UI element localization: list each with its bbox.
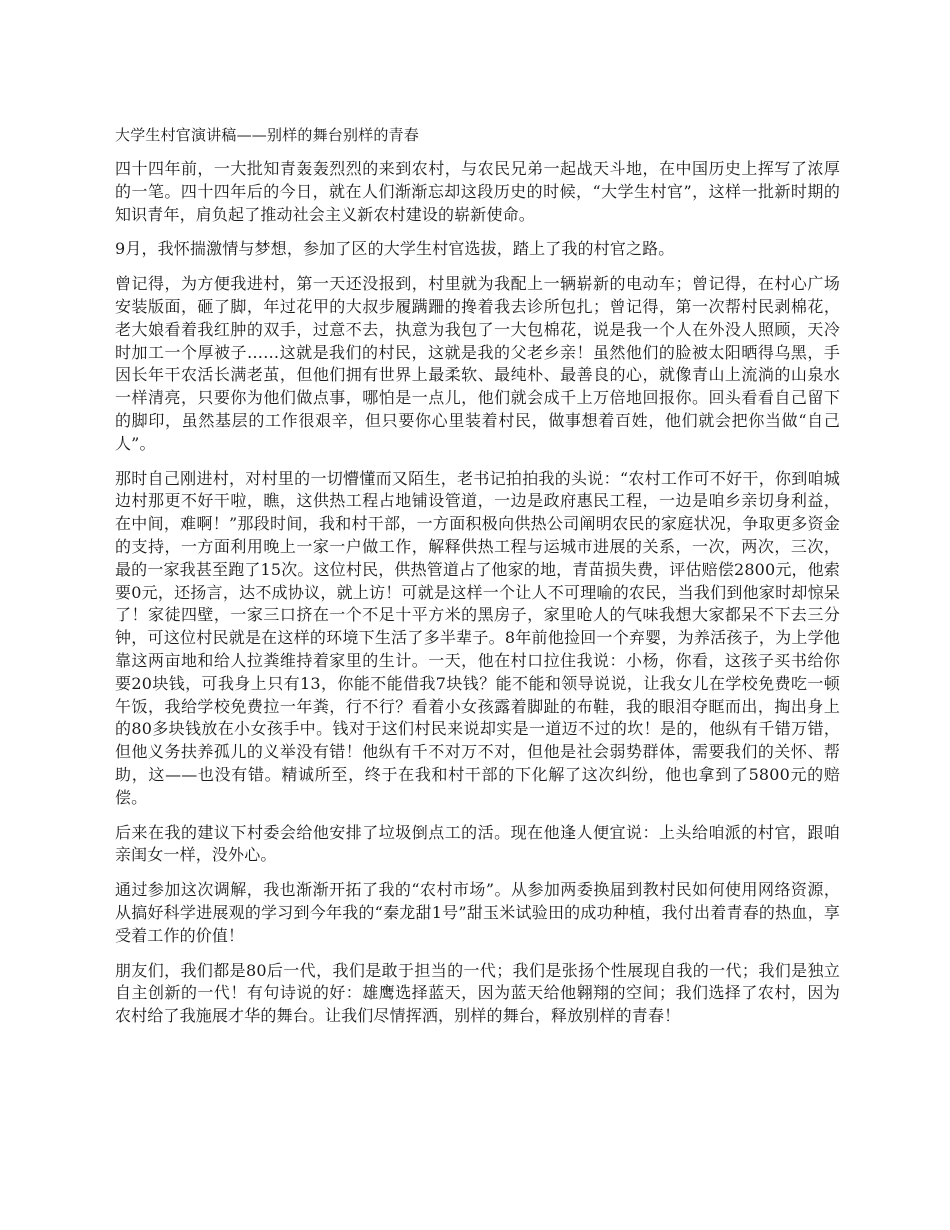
paragraph: 通过参加这次调解，我也渐渐开拓了我的“农村市场”。从参加两委换届到教村民如何使用网络资源，从搞好科学进展观的学习到今年我的“秦龙甜1号”甜玉米试验田的成功种植，我付出着青春的热血，享受着工作的价值！: [115, 880, 840, 945]
document-title: 大学生村官演讲稿——别样的舞台别样的青春: [115, 126, 420, 144]
paragraph: 那时自己刚进村，对村里的一切懵懂而又陌生，老书记拍拍我的头说：“农村工作可不好干，你到咱城边村那更不好干啦，瞧，这供热工程占地铺设管道，一边是政府惠民工程，一边是咱乡亲切身利益，在中间，难啊！”那段时间，我和村干部，一方面积极向供热公司阐明农民的家庭状况，争取更多资金的支持，一方面利用晚上一家一户做工作，解释供热工程与运城市进展的关系，一次，两次，三次，最的一家我甚至跑了15次。这位村民，供热管道占了他家的地，青苗损失费，评估赔偿2800元，他索要0元，还扬言，达不成协议，就上访！可就是这样一个让人不可理喻的农民，当我们到他家时却惊呆了！家徒四壁，一家三口挤在一个不足十平方米的黑房子，家里呛人的气味我想大家都呆不下去三分钟，可这位村民就是在这样的环境下生活了多半辈子。8年前他捡回一个弃婴，为养活孩子，为上学他靠这两亩地和给人拉粪维持着家里的生计。一天，他在村口拉住我说：小杨，你看，这孩子买书给你要20块钱，可我身上只有13，你能不能借我7块钱？能不能和领导说说，让我女儿在学校免费吃一顿午饭，我给学校免费拉一年粪，行不行？看着小女孩露着脚趾的布鞋，我的眼泪夺眶而出，掏出身上的80多块钱放在小女孩手中。钱对于这们村民来说却实是一道迈不过的坎！是的，他纵有千错万错，但他义务扶养孤儿的义举没有错！他纵有千不对万不对，但他是社会弱势群体，需要我们的关怀、帮助，这——也没有错。精诚所至，终于在我和村干部的下化解了这次纠纷，他也拿到了5800元的赔偿。: [115, 468, 840, 807]
paragraph: 四十四年前，一大批知青轰轰烈烈的来到农村，与农民兄弟一起战天斗地，在中国历史上挥写了浓厚的一笔。四十四年后的今日，就在人们渐渐忘却这段历史的时候，“大学生村官”，这样一批新时期的知识青年，肩负起了推动社会主义新农村建设的崭新使命。: [115, 159, 840, 224]
document-page: [115, 124, 840, 1040]
paragraph: 曾记得，为方便我进村，第一天还没报到，村里就为我配上一辆崭新的电动车；曾记得，在村心广场安装版面，砸了脚，年过花甲的大叔步履蹒跚的搀着我去诊所包扎；曾记得，第一次帮村民剥棉花，老大娘看着我红肿的双手，过意不去，执意为我包了一大包棉花，说是我一个人在外没人照顾，天冷时加工一个厚被子……这就是我们的村民，这就是我的父老乡亲！虽然他们的脸被太阳晒得乌黑，手因长年干农活长满老茧，但他们拥有世界上最柔软、最纯朴、最善良的心，就像青山上流淌的山泉水一样清亮，只要你为他们做点事，哪怕是一点儿，他们就会成千上万倍地回报你。回头看看自己留下的脚印，虽然基层的工作很艰辛，但只要你心里装着村民，做事想着百姓，他们就会把你当做“自己人”。: [115, 274, 840, 453]
paragraph: 朋友们，我们都是80后一代，我们是敢于担当的一代；我们是张扬个性展现自我的一代；我们是独立自主创新的一代！有句诗说的好：雄鹰选择蓝天，因为蓝天给他翱翔的空间；我们选择了农村，因为农村给了我施展才华的舞台。让我们尽情挥洒，别样的舞台，释放别样的青春！: [115, 960, 840, 1026]
paragraph: 9月，我怀揣激情与梦想，参加了区的大学生村官选拔，踏上了我的村官之路。: [115, 239, 675, 259]
paragraph: 后来在我的建议下村委会给他安排了垃圾倒点工的活。现在他逢人便宜说：上头给咱派的村官，跟咱亲闺女一样，没外心。: [115, 822, 840, 865]
